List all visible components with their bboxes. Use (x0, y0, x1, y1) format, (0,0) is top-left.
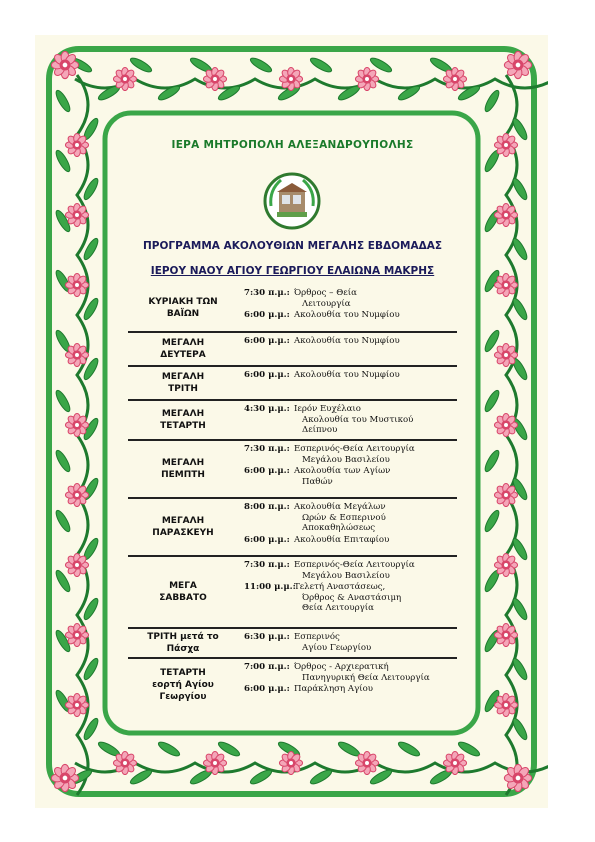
service-time: 6:00 μ.μ.: (244, 336, 290, 346)
day-label-line: ΜΕΓΑΛΗ (161, 409, 205, 419)
services-list (238, 659, 457, 711)
service-description-line: Ακολουθία του Νυμφίου (294, 336, 400, 346)
schedule-row (128, 285, 457, 333)
schedule-row (128, 367, 457, 401)
flower-icon (494, 693, 517, 716)
day-label (128, 367, 238, 399)
flower-icon (279, 67, 302, 90)
services-list (238, 367, 457, 399)
flower-icon (203, 67, 226, 90)
schedule-row (128, 401, 457, 441)
leaf-icon (483, 449, 502, 474)
service-time: 6:00 μ.μ.: (244, 310, 290, 321)
service-description (294, 502, 457, 534)
day-label-line: ΜΕΓΑΛΗ (161, 516, 205, 526)
church-logo-icon (263, 172, 321, 230)
service-description (294, 466, 457, 487)
day-label-line: ΠΕΜΠΤΗ (161, 470, 205, 480)
service-description-line: Αγίου Γεωργίου (302, 642, 372, 653)
leaf-icon (337, 740, 362, 759)
church-title: ΙΕΡΟΥ ΝΑΟΥ ΑΓΙΟΥ ΓΕΩΡΓΙΟΥ ΕΛΑΙΩΝΑ ΜΑΚΡΗΣ (150, 265, 435, 277)
service-description-line: Θεία Λειτουργία (302, 603, 374, 614)
service-description (294, 560, 457, 581)
services-list (238, 629, 457, 657)
leaf-icon (511, 597, 530, 622)
leaf-icon (511, 297, 530, 322)
poster-page (35, 35, 548, 808)
service-entry (244, 370, 457, 381)
metropolis-title: ΙΕΡΑ ΜΗΤΡΟΠΟΛΗ ΑΛΕΞΑΝΔΡΟΥΠΟΛΗΣ (171, 139, 414, 151)
services-list (238, 285, 457, 331)
flower-icon (355, 67, 378, 90)
leaf-icon (54, 89, 73, 114)
service-description-line: Δείπνου (302, 425, 338, 436)
service-time: 8:00 π.μ.: (244, 502, 290, 512)
service-description-line: Παράκληση Αγίου (294, 684, 373, 695)
service-description-line: Όρθρος – Θεία (294, 288, 357, 298)
service-description-line: Ιερόν Ευχέλαιο (294, 404, 361, 414)
service-description (294, 336, 457, 347)
service-description-line: Ακολουθία του Νυμφίου (294, 370, 400, 380)
service-time: 6:00 μ.μ.: (244, 684, 290, 695)
flower-icon (65, 553, 88, 576)
service-entry (244, 466, 457, 487)
day-label (128, 629, 238, 657)
day-label (128, 285, 238, 331)
day-label (128, 557, 238, 627)
service-entry (244, 662, 457, 683)
services-list (238, 499, 457, 555)
leaf-icon (249, 768, 274, 787)
service-description (294, 582, 457, 614)
service-description (294, 310, 457, 321)
service-entry (244, 684, 457, 695)
flower-icon (65, 203, 88, 226)
flower-icon (65, 273, 88, 296)
day-label-line: ΜΕΓΑΛΗ (161, 338, 205, 348)
services-list (238, 441, 457, 497)
service-description (294, 684, 457, 695)
service-entry (244, 560, 457, 581)
day-label (128, 401, 238, 439)
service-description (294, 288, 457, 309)
day-label-line: ΤΕΤΑΡΤΗ (160, 668, 206, 678)
services-list (238, 401, 457, 439)
service-description-line: Εσπερινός-Θεία Λειτουργία (294, 444, 415, 454)
service-description-line: Μεγάλου Βασιλείου (302, 570, 390, 581)
service-description-line: Μεγάλου Βασιλείου (302, 454, 390, 465)
flower-icon (494, 343, 517, 366)
service-description-line: Όρθρος - Αρχιερατική (294, 662, 389, 672)
flower-icon (355, 751, 378, 774)
flower-icon (494, 273, 517, 296)
schedule-row (128, 333, 457, 367)
schedule-table (128, 285, 457, 711)
service-description-line: Ακολουθία των Αγίων (294, 466, 391, 477)
flower-icon (65, 483, 88, 506)
flower-icon (443, 67, 466, 90)
leaf-icon (483, 509, 502, 534)
poster-content (128, 139, 457, 739)
day-label-line: Πάσχα (166, 644, 200, 654)
leaf-icon (54, 449, 73, 474)
day-label (128, 333, 238, 365)
day-label (128, 659, 238, 711)
schedule-row (128, 629, 457, 659)
day-label-line: ΤΕΤΑΡΤΗ (160, 421, 206, 431)
day-label-line: ΜΕΓΑΛΗ (161, 372, 205, 382)
service-description (294, 632, 457, 653)
service-description-line: Παθών (302, 476, 333, 487)
service-description-line: Τελετή Αναστάσεως, (294, 582, 386, 593)
day-label-line: εορτή Αγίου (152, 680, 214, 690)
flower-icon (494, 483, 517, 506)
schedule-row (128, 499, 457, 557)
service-time: 11:00 μ.μ.: (244, 582, 296, 593)
day-label-line: ΚΥΡΙΑΚΗ ΤΩΝ (148, 297, 218, 307)
service-entry (244, 582, 457, 614)
leaf-icon (54, 509, 73, 534)
leaf-icon (511, 177, 530, 202)
leaf-icon (309, 56, 334, 75)
leaf-icon (511, 237, 530, 262)
flower-icon (51, 51, 78, 78)
leaf-icon (511, 717, 530, 742)
service-time: 6:30 μ.μ.: (244, 632, 290, 642)
service-description-line: Όρθρος & Αναστάσιμη (302, 592, 402, 603)
day-label (128, 499, 238, 555)
flower-icon (494, 133, 517, 156)
day-label-line: ΒΑΪΩΝ (166, 309, 200, 319)
flower-icon (113, 67, 136, 90)
service-entry (244, 632, 457, 653)
service-time: 6:00 μ.μ.: (244, 534, 290, 545)
flower-icon (113, 751, 136, 774)
service-entry (244, 288, 457, 309)
flower-icon (65, 623, 88, 646)
leaf-icon (483, 89, 502, 114)
service-description (294, 662, 457, 683)
service-time: 6:00 μ.μ.: (244, 466, 290, 477)
flower-icon (203, 751, 226, 774)
service-description-line: Ακολουθία του Νυμφίου (294, 310, 400, 321)
service-time: 7:30 π.μ.: (244, 444, 290, 454)
leaf-icon (54, 389, 73, 414)
flower-icon (65, 343, 88, 366)
service-entry (244, 404, 457, 436)
service-time: 7:30 π.μ.: (244, 560, 290, 570)
leaf-icon (157, 740, 182, 759)
service-time: 4:30 μ.μ.: (244, 404, 290, 414)
service-time: 7:30 π.μ.: (244, 288, 290, 298)
flower-icon (65, 693, 88, 716)
flower-icon (494, 623, 517, 646)
flower-icon (443, 751, 466, 774)
leaf-icon (483, 389, 502, 414)
day-label-line: ΤΡΙΤΗ μετά το (147, 632, 219, 642)
schedule-row (128, 441, 457, 499)
service-description-line: Εσπερινός (294, 632, 340, 642)
service-description (294, 370, 457, 381)
service-time: 7:00 π.μ.: (244, 662, 290, 672)
flower-icon (65, 133, 88, 156)
day-label-line: ΤΡΙΤΗ (168, 384, 198, 394)
flower-icon (494, 203, 517, 226)
flower-icon (494, 553, 517, 576)
leaf-icon (309, 768, 334, 787)
service-description-line: Πανηγυρική Θεία Λειτουργία (302, 672, 430, 683)
day-label (128, 441, 238, 497)
services-list (238, 333, 457, 365)
day-label-line: ΜΕΓΑΛΗ (161, 458, 205, 468)
service-description-line: Εσπερινός-Θεία Λειτουργία (294, 560, 415, 570)
program-title: ΠΡΟΓΡΑΜΜΑ ΑΚΟΛΟΥΘΙΩΝ ΜΕΓΑΛΗΣ ΕΒΔΟΜΑΔΑΣ (142, 240, 443, 252)
flower-icon (51, 764, 78, 791)
service-entry (244, 336, 457, 347)
schedule-row (128, 557, 457, 629)
service-time: 6:00 μ.μ.: (244, 370, 290, 380)
service-description-line: Αποκαθηλώσεως (302, 523, 376, 534)
service-description (294, 444, 457, 465)
service-description-line: Ωρών & Εσπερινού (302, 512, 386, 523)
schedule-row (128, 659, 457, 711)
day-label-line: ΣΑΒΒΑΤΟ (159, 593, 207, 603)
day-label-line: ΠΑΡΑΣΚΕΥΗ (152, 528, 214, 538)
service-entry (244, 535, 457, 546)
service-description-line: Ακολουθία Επιταφίου (294, 534, 390, 545)
service-description (294, 535, 457, 546)
day-label-line: Γεωργίου (159, 692, 207, 702)
service-description (294, 404, 457, 436)
leaf-icon (397, 740, 422, 759)
service-entry (244, 444, 457, 465)
leaf-icon (511, 657, 530, 682)
flower-icon (279, 751, 302, 774)
flower-icon (504, 764, 531, 791)
flower-icon (504, 51, 531, 78)
day-label-line: ΔΕΥΤΕΡΑ (160, 350, 206, 360)
service-description-line: Ακολουθία Μεγάλων (294, 502, 386, 512)
service-description-line: Λειτουργία (302, 298, 351, 309)
leaf-icon (249, 56, 274, 75)
service-description-line: Ακολουθία του Μυστικού (302, 414, 414, 425)
service-entry (244, 502, 457, 534)
services-list (238, 557, 457, 627)
service-entry (244, 310, 457, 321)
flower-icon (494, 413, 517, 436)
day-label-line: ΜΕΓΑ (169, 581, 197, 591)
flower-icon (65, 413, 88, 436)
